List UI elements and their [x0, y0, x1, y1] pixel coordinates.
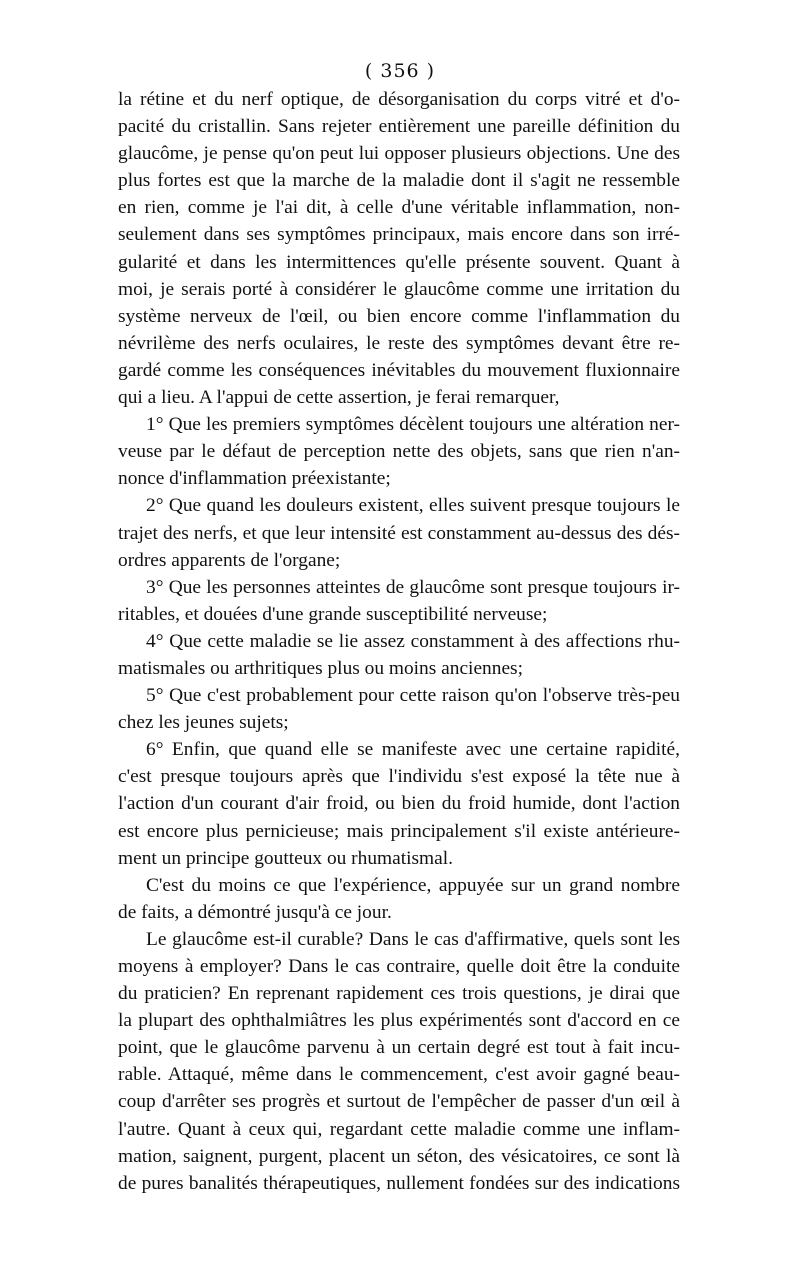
text-line: l'action d'un courant d'air froid, ou bien du froid humide, dont l'action: [118, 793, 680, 815]
text-line: nonce d'inflammation préexistante;: [118, 468, 391, 490]
text-line: moi, je serais porté à considérer le glaucôme comme une irritation du: [118, 278, 680, 300]
text-line: point, que le glaucôme parvenu à un certain degré est tout à fait incu-: [118, 1037, 680, 1059]
text-line: gardé comme les conséquences inévitables du mouvement fluxionnaire: [118, 359, 680, 381]
text-line: ritables, et douées d'une grande susceptibilité nerveuse;: [118, 603, 548, 625]
text-line: gularité et dans les intermittences qu'elle présente souvent. Quant à: [118, 251, 680, 273]
text-line: matismales ou arthritiques plus ou moins anciennes;: [118, 657, 523, 679]
text-line: en rien, comme je l'ai dit, à celle d'une véritable inflammation, non-: [118, 197, 680, 219]
text-line: qui a lieu. A l'appui de cette assertion, je ferai remarquer,: [118, 387, 560, 409]
paragraph-start: C'est du moins ce que l'expérience, appuyée sur un grand nombre: [146, 874, 680, 896]
list-item-1: 1° Que les premiers symptômes décèlent toujours une altération ner-: [146, 414, 680, 436]
text-line: veuse par le défaut de perception nette des objets, sans que rien n'an-: [118, 441, 680, 463]
text-line: l'autre. Quant à ceux qui, regardant cette maladie comme une inflam-: [118, 1118, 680, 1140]
list-item-3: 3° Que les personnes atteintes de glaucôme sont presque toujours ir-: [146, 576, 680, 598]
list-item-4: 4° Que cette maladie se lie assez constamment à des affections rhu-: [146, 630, 680, 652]
text-line: la rétine et du nerf optique, de désorganisation du corps vitré et d'o-: [118, 89, 680, 110]
text-line: chez les jeunes sujets;: [118, 712, 289, 734]
text-line: c'est presque toujours après que l'individu s'est exposé la tête nue à: [118, 766, 680, 788]
body-text: [118, 86, 680, 1197]
paragraph-start: Le glaucôme est-il curable? Dans le cas d'affirmative, quels sont les: [146, 928, 680, 950]
text-line: de faits, a démontré jusqu'à ce jour.: [118, 901, 392, 923]
list-item-5: 5° Que c'est probablement pour cette raison qu'on l'observe très-peu: [146, 685, 680, 707]
text-line: glaucôme, je pense qu'on peut lui opposer plusieurs objections. Une des: [118, 143, 680, 165]
list-item-2: 2° Que quand les douleurs existent, elles suivent presque toujours le: [146, 495, 680, 517]
text-line: coup d'arrêter ses progrès et surtout de l'empêcher de passer d'un œil à: [118, 1091, 680, 1113]
text-line: rable. Attaqué, même dans le commencement, c'est avoir gagné beau-: [118, 1064, 680, 1086]
page-number: ( 356 ): [364, 60, 436, 82]
text-line: système nerveux de l'œil, ou bien encore comme l'inflammation du: [118, 305, 680, 327]
text-line: mation, saignent, purgent, placent un séton, des vésicatoires, ce sont là: [118, 1145, 680, 1167]
text-line: plus fortes est que la marche de la maladie dont il s'agit ne ressemble: [118, 170, 680, 192]
text-line: trajet des nerfs, et que leur intensité est constamment au-dessus des dés-: [118, 522, 680, 544]
text-line: est encore plus pernicieuse; mais principalement s'il existe antérieure-: [118, 820, 680, 842]
text-line: ordres apparents de l'organe;: [118, 549, 341, 571]
text-line: pacité du cristallin. Sans rejeter entièrement une pareille définition du: [118, 116, 680, 138]
list-item-6: 6° Enfin, que quand elle se manifeste avec une certaine rapidité,: [146, 739, 680, 761]
text-line: ment un principe goutteux ou rhumatismal.: [118, 847, 453, 869]
text-line: de pures banalités thérapeutiques, nullement fondées sur des indications: [118, 1172, 680, 1194]
text-line: névrilème des nerfs oculaires, le reste des symptômes devant être re-: [118, 332, 680, 354]
text-line: seulement dans ses symptômes principaux, mais encore dans son irré-: [118, 224, 680, 246]
text-line: moyens à employer? Dans le cas contraire, quelle doit être la conduite: [118, 956, 680, 977]
text-line: la plupart des ophthalmiâtres les plus expérimentés sont d'accord en ce: [118, 1010, 680, 1032]
text-line: du praticien? En reprenant rapidement ces trois questions, je dirai que: [118, 983, 680, 1005]
